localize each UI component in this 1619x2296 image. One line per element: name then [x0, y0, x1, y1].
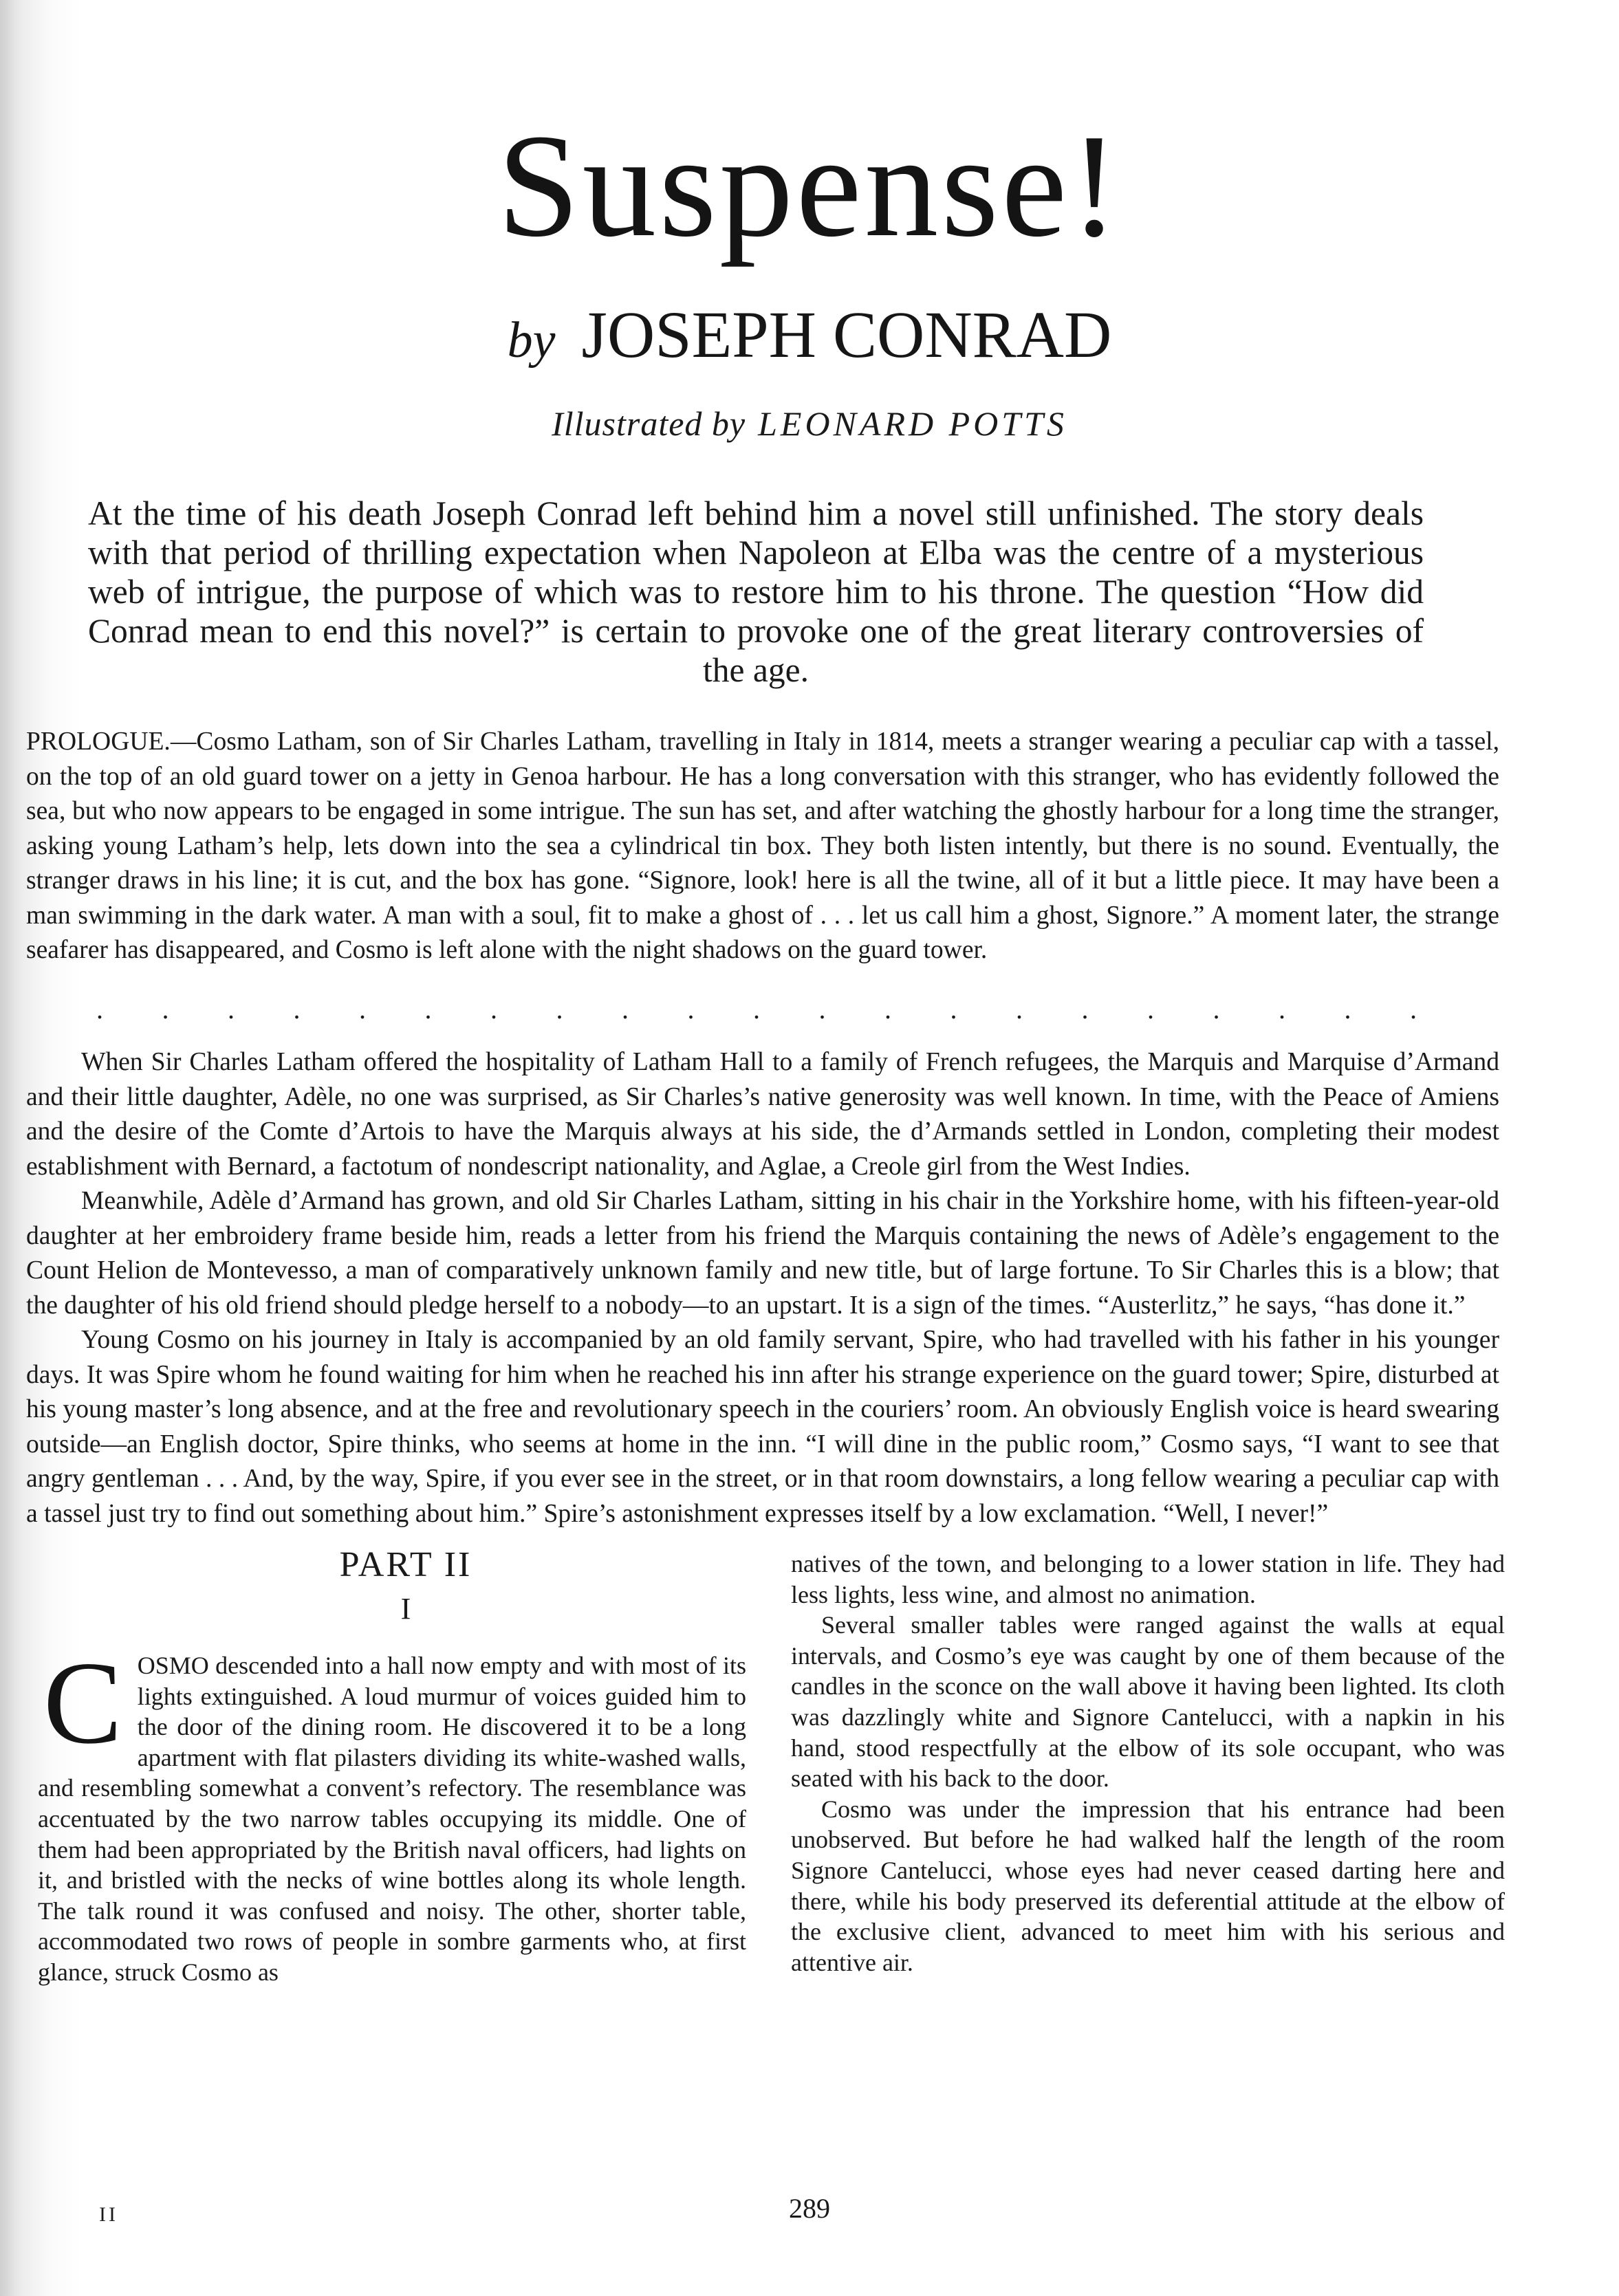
prologue-paragraph: PROLOGUE.—Cosmo Latham, son of Sir Charles Latham, travelling in Italy in 1814, meets a stranger wearing a peculiar cap with a tassel, on the top of an old guard tower on a jetty in Genoa harbour. He has a long conversation with this stranger, who has evidently followed the sea, but who now appears to be engaged in some intrigue. The sun has set, and after watching the ghostly harbour for a long time the stranger, asking young Latham’s help, lets down into the sea a cylindrical tin box. They both listen intently, but there is no sound. Eventually, the stranger draws in his line; it is cut, and the box has gone. “Signore, look! here is all the twine, all of it but a little piece. It may have been a man swimming in the dark water. A man with a soul, fit to make a ghost of . . . let us call him a ghost, Signore.” A moment later, the strange seafarer has disappeared, and Cosmo is left alone with the night shadows on the guard tower.	[26, 728, 1499, 964]
folio-mark: II	[99, 2203, 118, 2226]
body-paragraph: Several smaller tables were ranged against the walls at equal intervals, and Cosmo’s eye was caught by one of them because of the candles in the sconce on the wall above it having been lighted. Its cloth was dazzlingly white and Signore Cantelucci, with a napkin in his hand, stood respectfully at the elbow of its sole occupant, who was seated with his back to the door.	[791, 1611, 1505, 1793]
summary-paragraph: When Sir Charles Latham offered the hospitality of Latham Hall to a family of French refugees, the Marquis and Marquise d’Armand and their little daughter, Adèle, no one was surprised, as Sir Charles’s native generosity was well known. In time, with the Peace of Amiens and the desire of the Comte d’Artois to have the Marquis always at his side, the d’Armands settled in London, completing their modest establishment with Bernard, a factotum of nondescript nationality, and Aglae, a Creole girl from the West Indies.	[26, 1048, 1499, 1181]
opening-paragraph	[38, 1638, 746, 1988]
summary-paragraph: Young Cosmo on his journey in Italy is accompanied by an old family servant, Spire, who had travelled with his father in his younger days. It was Spire whom he found waiting for him when he reached his inn after his strange experience on the guard tower; Spire, disturbed at his young master’s long absence, and at the free and revolutionary speech in the couriers’ room. An obviously English voice is heard swearing outside—an English doctor, Spire thinks, who seems at home in the inn. “I will dine in the public room,” Cosmo says, “I want to see that angry gentleman . . . And, by the way, Spire, if you ever see in the street, or in that room downstairs, a long fellow wearing a peculiar cap with a tassel just try to find out something about him.” Spire’s astonishment expresses itself by a low exclamation. “Well, I never!”	[26, 1326, 1499, 1528]
body-paragraph: Cosmo was under the impression that his entrance had been unobserved. But before he had walked half the length of the room Signore Cantelucci, whose eyes had never ceased darting here and there, while his body preserved its deferential attitude at the elbow of the exclusive client, advanced to meet him with his serious and attentive air.	[791, 1795, 1505, 1976]
body-paragraph: natives of the town, and belonging to a lower station in life. They had less lights, less wine, and almost no animation.	[791, 1550, 1505, 1608]
left-column	[38, 1544, 746, 1988]
separator-dot: .	[950, 994, 957, 1025]
separator-dot: .	[1147, 994, 1154, 1025]
separator-dot: .	[884, 994, 891, 1025]
illustrator-credit	[0, 403, 1619, 444]
right-column	[791, 1549, 1505, 1978]
separator-dot: .	[753, 994, 760, 1025]
illustrator-name: LEONARD POTTS	[758, 404, 1067, 443]
part-heading: PART II	[339, 1545, 472, 1584]
chapter-number: I	[400, 1592, 411, 1626]
story-so-far	[26, 1045, 1499, 1531]
opening-text: OSMO descended into a hall now empty and with most of its lights extinguished. A loud murmur of voices guided him to the door of the dining room. He discovered it to be a long apartment with flat pilasters dividing its white-washed walls, and resembling somewhat a convent’s refectory. The resemblance was accentuated by the two narrow tables occupying its middle. One of them had been appropriated by the British naval officers, had lights on it, and bristled with the necks of wine bottles along its whole length. The talk round it was confused and noisy. The other, shorter table, accommodated two rows of people in sombre garments who, at first glance, struck Cosmo as	[38, 1652, 746, 1986]
separator-dot: .	[1279, 994, 1285, 1025]
separator-dot: .	[96, 994, 103, 1025]
separator-dot: .	[228, 994, 235, 1025]
intro-blurb: At the time of his death Joseph Conrad left behind him a novel still unfinished. The story deals with that period of thrilling expectation when Napoleon at Elba was the centre of a mysterious web of intrigue, the purpose of which was to restore him to his throne. The question “How did Conrad mean to end this novel?” is certain to provoke one of the great literary controversies of the age.	[88, 494, 1424, 689]
separator-dot: .	[1344, 994, 1351, 1025]
summary-paragraph: Meanwhile, Adèle d’Armand has grown, and old Sir Charles Latham, sitting in his chair in the Yorkshire home, with his fifteen-year-old daughter at her embroidery frame beside him, reads a letter from his friend the Marquis containing the news of Adèle’s engagement to the Count Helion de Montevesso, a man of comparatively unknown family and new title, but of large fortune. To Sir Charles this is a blow; that the daughter of his old friend should pledge herself to a nobody—to an upstart. It is a sign of the times. “Austerlitz,” he says, “has done it.”	[26, 1187, 1499, 1320]
separator-dot: .	[293, 994, 301, 1025]
author-name: JOSEPH CONRAD	[581, 298, 1112, 371]
separator-dot: .	[162, 994, 169, 1025]
prologue-summary	[26, 725, 1499, 968]
separator-dot: .	[1410, 994, 1417, 1025]
separator-dot: .	[1081, 994, 1089, 1025]
separator-dot: .	[818, 994, 826, 1025]
separator-dot: .	[490, 994, 497, 1025]
section-separator	[96, 996, 1417, 1023]
drop-cap: C	[43, 1638, 122, 1769]
illustrator-prefix: Illustrated by	[552, 404, 746, 443]
byline-by: by	[507, 312, 556, 369]
separator-dot: .	[1016, 994, 1023, 1025]
separator-dot: .	[424, 994, 432, 1025]
separator-dot: .	[622, 994, 629, 1025]
separator-dot: .	[359, 994, 366, 1025]
byline	[0, 297, 1619, 378]
separator-dot: .	[687, 994, 695, 1025]
page-number: 289	[789, 2193, 830, 2224]
separator-dot: .	[1213, 994, 1220, 1025]
separator-dot: .	[556, 994, 563, 1025]
story-title: Suspense!	[497, 103, 1122, 267]
